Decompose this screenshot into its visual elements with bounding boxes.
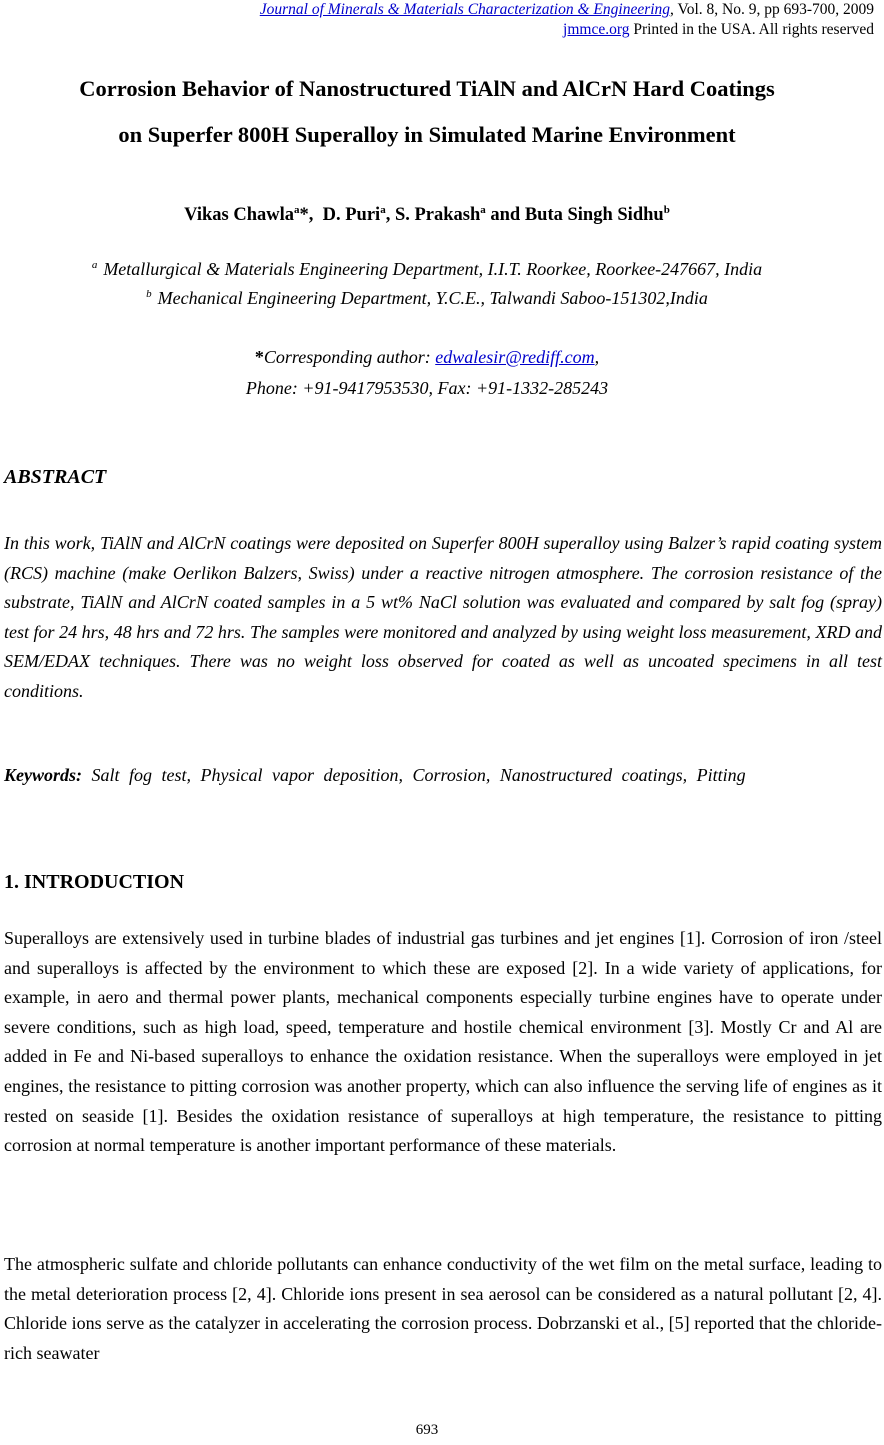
author-1-name: Vikas Chawla bbox=[184, 205, 294, 225]
introduction-heading: 1. INTRODUCTION bbox=[4, 871, 185, 893]
author-4-name: and Buta Singh Sidhu bbox=[485, 205, 664, 225]
paper-title-line-1: Corrosion Behavior of Nanostructured TiAlN and AlCrN Hard Coatings bbox=[79, 76, 775, 101]
affiliation-b-text: Mechanical Engineering Department, Y.C.E., Talwandi Saboo-151302,India bbox=[157, 288, 708, 308]
paper-title-line-2: on Superfer 800H Superalloy in Simulated Marine Environment bbox=[118, 122, 736, 147]
journal-citation-line bbox=[260, 0, 874, 20]
introduction-paragraph-1: Superalloys are extensively used in turbine blades of industrial gas turbines and jet engines [1]. Corrosion of iron /steel and superalloys is affected by the environment to which these are exposed [2]. In a wide variety of applications, for example, in aero and thermal power plants, mechanical components especially turbine engines have to operate under severe conditions, such as high load, speed, temperature and hostile chemical environment [3]. Mostly Cr and Al are added in Fe and Ni-based superalloys to enhance the oxidation resistance. When the superalloys were employed in jet engines, the resistance to pitting corrosion was another property, which can also influence the serving life of engines as it rested on seaside [1]. Besides the oxidation resistance of superalloys at high temperature, the resistance to pitting corrosion at normal temperature is another important performance of these materials. bbox=[4, 928, 882, 1156]
author-list bbox=[0, 203, 854, 227]
corresponding-comma: , bbox=[594, 347, 600, 367]
corresponding-email-link[interactable]: edwalesir@rediff.com bbox=[435, 347, 595, 367]
keywords-text: Salt fog test, Physical vapor deposition, Corrosion, Nanostructured coatings, Pitting bbox=[82, 765, 746, 785]
introduction-paragraph-2: The atmospheric sulfate and chloride pollutants can enhance conductivity of the wet film on the metal surface, leading to the metal deterioration process [2, 4]. Chloride ions present in sea aerosol can be considered as a natural pollutant [2, 4]. Chloride ions serve as the catalyzer in accelerating the corrosion process. Dobrzanski et al., [5] reported that the chloride-rich seawater bbox=[4, 1254, 882, 1363]
affiliation-a bbox=[0, 257, 854, 281]
abstract-text: In this work, TiAlN and AlCrN coatings were deposited on Superfer 800H superalloy using Balzer’s rapid coating system (RCS) machine (make Oerlikon Balzers, Swiss) under a reactive nitrogen atmosphere. The corrosion resistance of the substrate, TiAlN and AlCrN coated samples in a 5 wt% NaCl solution was evaluated and compared by salt fog (spray) test for 24 hrs, 48 hrs and 72 hrs. The samples were monitored and analyzed by using weight loss measurement, XRD and SEM/EDAX techniques. There was no weight loss observed for coated as well as uncoated specimens in all test conditions. bbox=[4, 533, 882, 701]
corresponding-star: * bbox=[254, 347, 264, 367]
abstract-heading: ABSTRACT bbox=[4, 466, 107, 488]
affiliation-a-mark: a bbox=[91, 259, 98, 271]
journal-name-link[interactable]: Journal of Minerals & Materials Characterization & Engineering bbox=[259, 1, 671, 18]
rights-statement: Printed in the USA. All rights reserved bbox=[629, 21, 874, 38]
journal-volume: , Vol. 8, No. 9, pp 693-700, 2009 bbox=[670, 1, 874, 18]
author-1-affil-mark: a bbox=[294, 204, 300, 216]
affiliation-b bbox=[0, 286, 854, 310]
corresponding-label: Corresponding author: bbox=[263, 347, 436, 367]
affiliation-a-text: Metallurgical & Materials Engineering Department, I.I.T. Roorkee, Roorkee-247667, India bbox=[103, 259, 763, 279]
author-3-name: , S. Prakash bbox=[385, 205, 481, 225]
journal-site-line bbox=[260, 20, 874, 40]
corresponding-author-line bbox=[0, 345, 854, 369]
author-4-affil-mark: b bbox=[663, 204, 670, 216]
author-3-affil-mark: a bbox=[480, 204, 486, 216]
paper-title bbox=[0, 66, 854, 158]
keywords bbox=[4, 760, 882, 790]
keywords-label: Keywords: bbox=[4, 765, 82, 785]
page-number: 693 bbox=[415, 1422, 439, 1438]
contact-line: Phone: +91-9417953530, Fax: +91-1332-285243 bbox=[245, 378, 609, 398]
affiliation-b-mark: b bbox=[146, 288, 152, 300]
journal-header bbox=[260, 0, 874, 40]
journal-site-link[interactable]: jmmce.org bbox=[563, 21, 630, 38]
author-2-affil-mark: a bbox=[380, 204, 386, 216]
author-1-corresponding-mark: *, bbox=[299, 205, 314, 225]
author-2-name: D. Puri bbox=[322, 205, 381, 225]
